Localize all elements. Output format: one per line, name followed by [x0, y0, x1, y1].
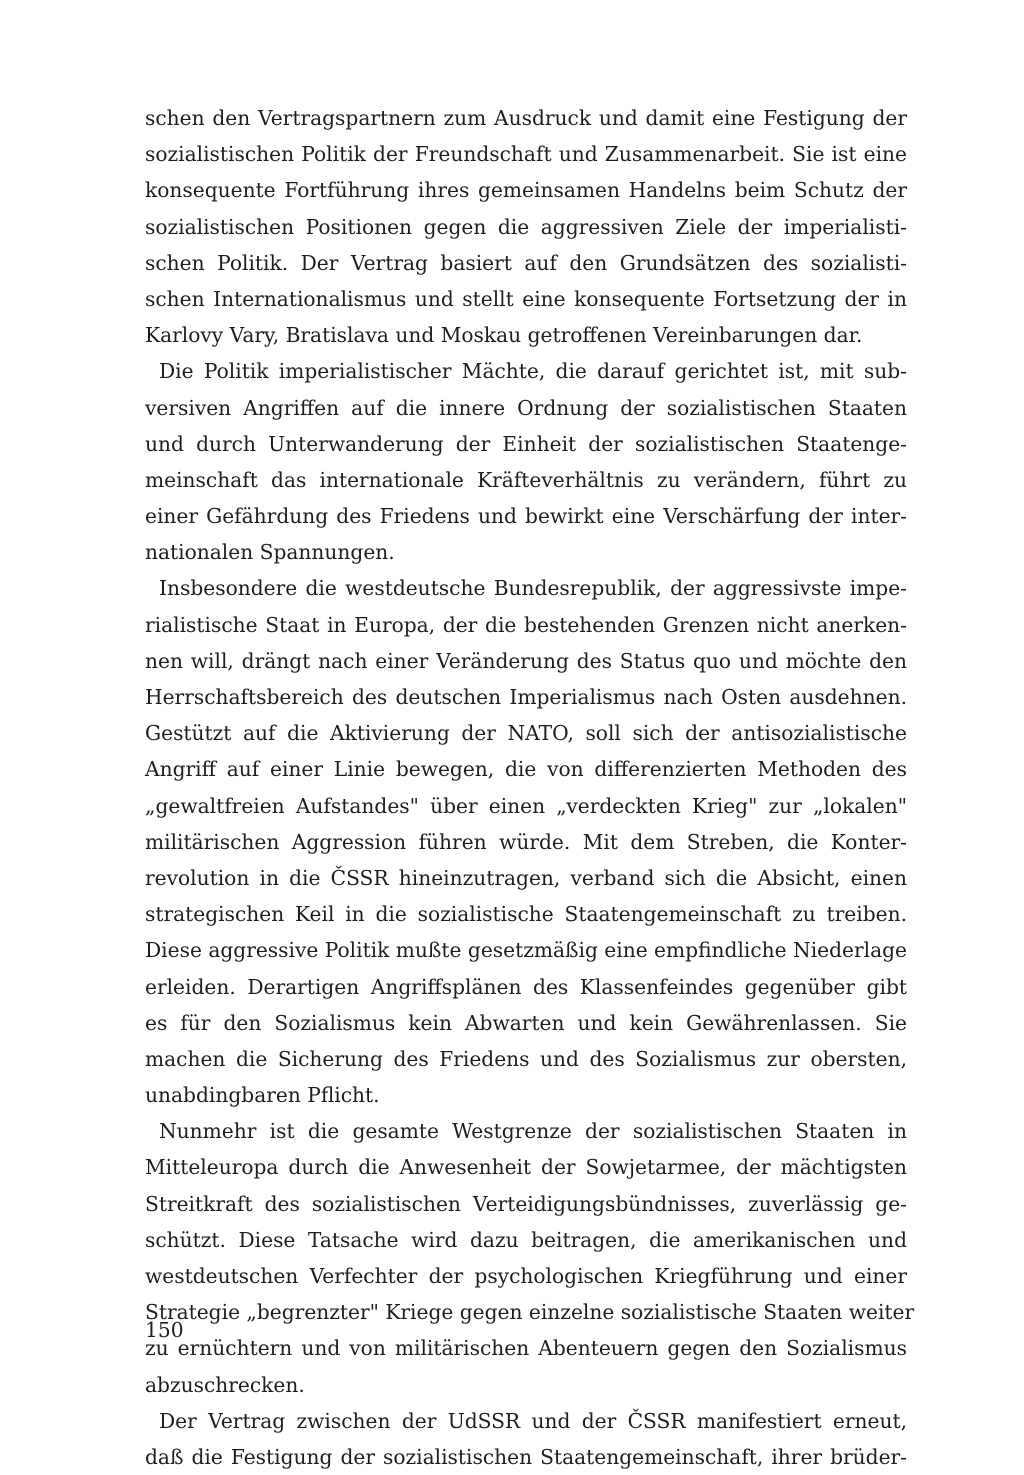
paragraph	[145, 100, 907, 353]
text-line: strategischen Keil in die sozialistische Staatengemeinschaft zu treiben.	[145, 902, 907, 927]
page-body	[145, 100, 915, 1475]
text-line: schen Internationalismus und stellt eine konsequente Fortsetzung der in	[145, 286, 907, 311]
text-line: „gewaltfreien Aufstandes" über einen „verdeckten Krieg" zur „lokalen"	[145, 793, 907, 818]
text-line: schützt. Diese Tatsache wird dazu beitragen, die amerikanischen und	[145, 1227, 907, 1252]
paragraph	[145, 353, 907, 570]
text-line: militärischen Aggression führen würde. Mit dem Streben, die Konter-	[145, 829, 907, 854]
paragraph	[145, 570, 907, 1113]
page-number: 150	[145, 1318, 184, 1342]
text-line: einer Gefährdung des Friedens und bewirkt eine Verschärfung der inter-	[145, 504, 907, 529]
text-line: Herrschaftsbereich des deutschen Imperialismus nach Osten ausdehnen.	[145, 685, 907, 709]
text-line: zu ernüchtern und von militärischen Abenteuern gegen den Sozialismus	[145, 1336, 907, 1361]
text-line: Streitkraft des sozialistischen Verteidigungsbündnisses, zuverlässig ge-	[145, 1191, 907, 1216]
text-line: versiven Angriffen auf die innere Ordnung der sozialistischen Staaten	[145, 395, 907, 420]
text-line: schen den Vertragspartnern zum Ausdruck und damit eine Festigung der	[145, 106, 907, 130]
text-line: daß die Festigung der sozialistischen Staatengemeinschaft, ihrer brüder-	[145, 1444, 907, 1469]
text-line: revolution in die ČSSR hineinzutragen, verband sich die Absicht, einen	[145, 865, 907, 890]
text-line: konsequente Fortführung ihres gemeinsamen Handelns beim Schutz der	[145, 178, 907, 203]
paragraph	[145, 1403, 907, 1475]
text-line: abzuschrecken.	[145, 1372, 305, 1397]
text-line: Nunmehr ist die gesamte Westgrenze der sozialistischen Staaten in	[159, 1119, 907, 1144]
text-line: meinschaft das internationale Kräfteverhältnis zu verändern, führt zu	[145, 467, 907, 492]
text-line: unabdingbaren Pflicht.	[145, 1083, 380, 1108]
text-line: Diese aggressive Politik mußte gesetzmäßig eine empfindliche Niederlage	[145, 938, 907, 963]
text-line: Strategie „begrenzter" Kriege gegen einzelne sozialistische Staaten weiter	[145, 1300, 915, 1325]
text-line: schen Politik. Der Vertrag basiert auf den Grundsätzen des sozialisti-	[145, 250, 907, 275]
text-line: sozialistischen Politik der Freundschaft und Zusammenarbeit. Sie ist eine	[145, 142, 907, 167]
text-line: westdeutschen Verfechter der psychologischen Kriegführung und einer	[145, 1264, 907, 1288]
text-line: es für den Sozialismus kein Abwarten und kein Gewährenlassen. Sie	[145, 1010, 907, 1035]
text-line: Gestützt auf die Aktivierung der NATO, soll sich der antisozialistische	[145, 721, 907, 746]
text-line: Insbesondere die westdeutsche Bundesrepublik, der aggressivste impe-	[159, 576, 907, 601]
text-line: Karlovy Vary, Bratislava und Moskau getroffenen Vereinbarungen dar.	[145, 323, 863, 348]
text-line: Angriff auf einer Linie bewegen, die von differenzierten Methoden des	[145, 757, 907, 782]
paragraph	[145, 1113, 915, 1403]
text-line: erleiden. Derartigen Angriffsplänen des Klassenfeindes gegenüber gibt	[145, 974, 907, 999]
text-line: Mitteleuropa durch die Anwesenheit der Sowjetarmee, der mächtigsten	[145, 1155, 907, 1180]
text-line: nationalen Spannungen.	[145, 540, 395, 565]
text-line: Der Vertrag zwischen der UdSSR und der ČSSR manifestiert erneut,	[159, 1408, 907, 1433]
text-line: Die Politik imperialistischer Mächte, die darauf gerichtet ist, mit sub-	[159, 359, 907, 384]
text-line: sozialistischen Positionen gegen die aggressiven Ziele der imperialisti-	[145, 214, 907, 239]
text-line: rialistische Staat in Europa, der die bestehenden Grenzen nicht anerken-	[145, 612, 907, 637]
text-line: und durch Unterwanderung der Einheit der sozialistischen Staatenge-	[145, 431, 907, 456]
text-line: machen die Sicherung des Friedens und des Sozialismus zur obersten,	[145, 1046, 907, 1071]
text-line: nen will, drängt nach einer Veränderung des Status quo und möchte den	[145, 648, 907, 673]
